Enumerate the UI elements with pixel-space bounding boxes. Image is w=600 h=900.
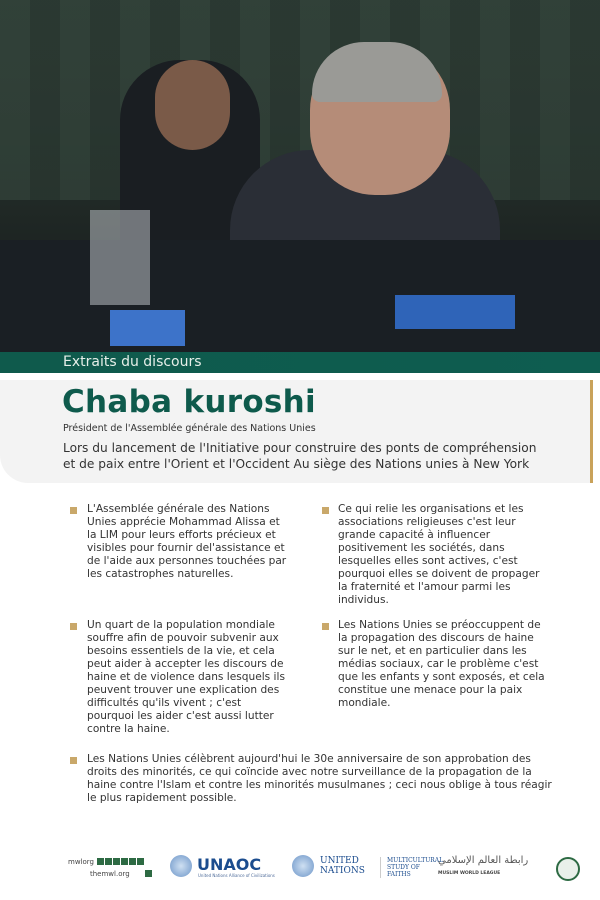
unaoc-subtitle: United Nations Alliance of Civilizations bbox=[198, 873, 275, 878]
speaker-photo bbox=[0, 0, 600, 352]
snapchat-icon[interactable] bbox=[129, 858, 136, 865]
section-band bbox=[0, 352, 600, 373]
footer-logos bbox=[0, 855, 600, 885]
bullet-icon bbox=[70, 507, 77, 514]
bullet-icon bbox=[322, 507, 329, 514]
social-handle[interactable]: mwlorg bbox=[68, 858, 94, 866]
quote-1: L'Assemblée générale des Nations Unies apprécie Mohammad Alissa et la LIM pour leurs efforts précieux et visibles pour fournir del'assistance et de l'aide aux personnes touchées par les catastrophes naturelles. bbox=[87, 503, 287, 580]
web-icon bbox=[145, 869, 153, 877]
quote-5: Les Nations Unies célèbrent aujourd'hui le 30e anniversaire de son approbation des droits des minorités, ce qui coïncide avec notre surveillance de la propagation de la haine contre l'Islam et contre les minorités musulmanes ; ceci nous oblige à tous réagir le plus rapidement possible. bbox=[87, 753, 552, 804]
bullet-icon bbox=[70, 757, 77, 764]
mwl-name: MUSLIM WORLD LEAGUE bbox=[438, 871, 501, 876]
un-name: UNITED NATIONS bbox=[320, 856, 365, 876]
social-icons bbox=[97, 857, 145, 865]
unaoc-name: UNAOC bbox=[197, 855, 262, 874]
bullet-icon bbox=[70, 623, 77, 630]
quote-4: Les Nations Unies se préoccuppent de la propagation des discours de haine sur le net, et en particulier dans les médias sociaux, car le problème c'est que les enfants y sont exposés, et cela constitue une menace pour la paix mondiale. bbox=[338, 619, 545, 709]
quote-2: Ce qui relie les organisations et les associations religieuses c'est leur grande capacité à influencer positivement les sociétés, dans lesquelles elles sont actives, c'est pourquoi elles se doivent de propager la fraternité et l'amour parmi les individus. bbox=[338, 503, 540, 606]
mwl-emblem-icon bbox=[556, 857, 580, 881]
bullet-icon bbox=[322, 623, 329, 630]
instagram-icon[interactable] bbox=[113, 858, 120, 865]
speech-context: Lors du lancement de l'Initiative pour construire des ponts de compréhension et de paix entre l'Orient et l'Occident Au siège des Nations unies à New York bbox=[63, 441, 537, 471]
section-label: Extraits du discours bbox=[63, 354, 202, 370]
website-link[interactable]: themwl.org bbox=[90, 870, 130, 878]
un-partner: MULTICULTURAL STUDY OF FAITHS bbox=[380, 857, 443, 878]
un-globe-icon bbox=[170, 855, 192, 877]
tiktok-icon[interactable] bbox=[137, 858, 144, 865]
youtube-icon[interactable] bbox=[121, 858, 128, 865]
speaker-role: Président de l'Assemblée générale des Nations Unies bbox=[63, 423, 316, 434]
speaker-name: Chaba kuroshi bbox=[62, 384, 316, 420]
quote-3: Un quart de la population mondiale souffre afin de pouvoir subvenir aux besoins essentiels de la vie, et cela peut aider à accepter les discours de haine et de violence dans lesquels ils peuvent trouver une explication des difficultés qu'ils vivent ; c'est pourquoi les aider c'est aussi lutter contre la haine. bbox=[87, 619, 285, 735]
mwl-arabic: رابطة العالم الإسلامي bbox=[438, 855, 529, 866]
facebook-icon[interactable] bbox=[105, 858, 112, 865]
un-emblem-icon bbox=[292, 855, 314, 877]
twitter-icon[interactable] bbox=[97, 858, 104, 865]
